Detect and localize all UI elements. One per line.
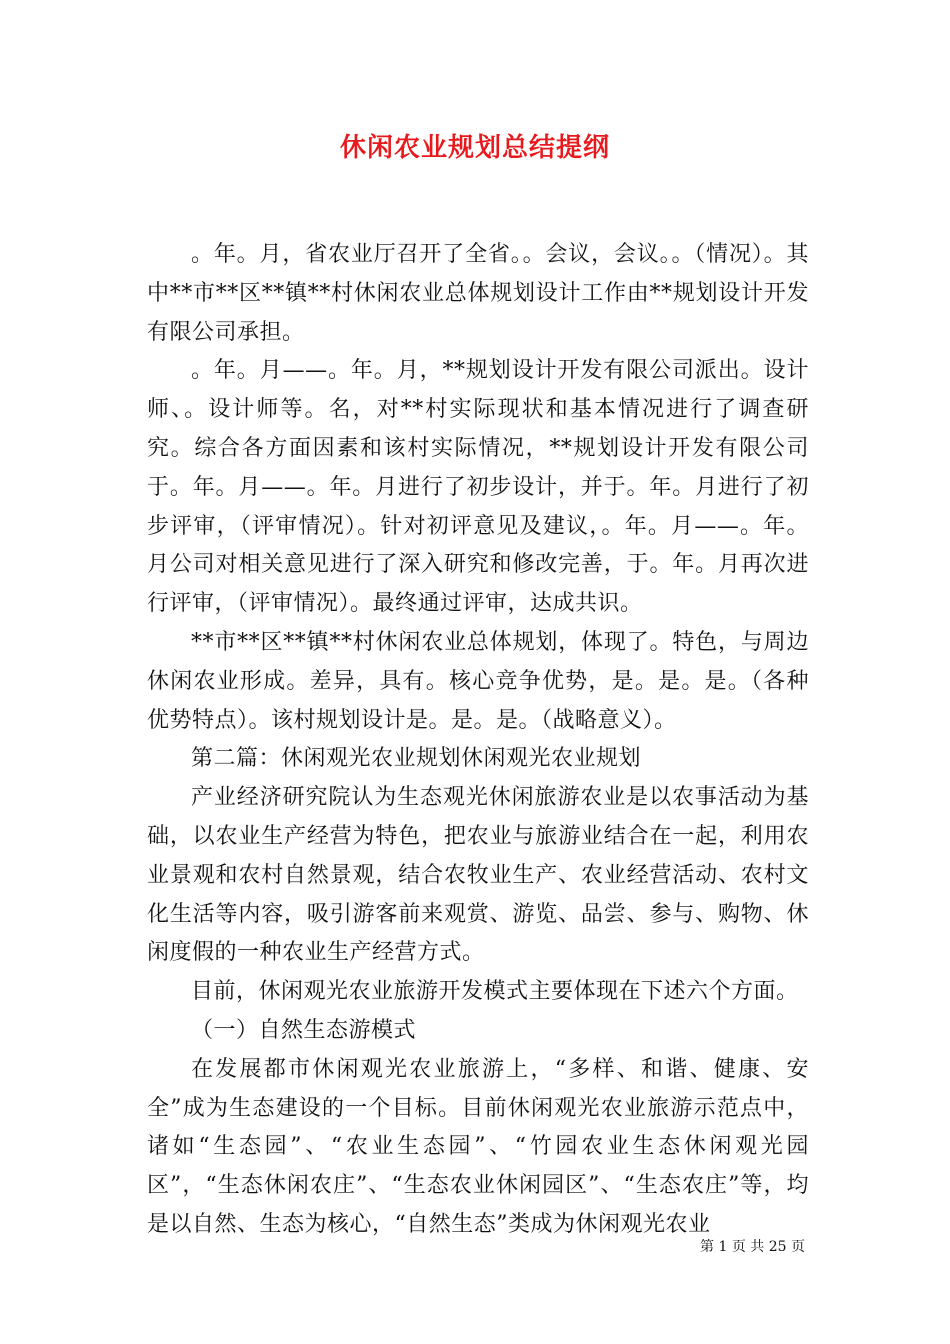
section-heading-second-article: 第二篇：休闲观光农业规划休闲观光农业规划: [191, 746, 642, 772]
paragraph-3: **市**区**镇**村休闲农业总体规划，体现了。特色，与周边休闲农业形成。差异，具有。核心竞争优势，是。是。是。（各种优势特点）。该村规划设计是。是。是。（战略意义）。: [147, 629, 809, 733]
paragraph-5: 产业经济研究院认为生态观光休闲旅游农业是以农事活动为基础，以农业生产经营为特色，把农业与旅游业结合在一起，利用农业景观和农村自然景观，结合农牧业生产、农业经营活动、农村文化生活等内容，吸引游客前来观赏、游览、品尝、参与、购物、休闲度假的一种农业生产经营方式。: [147, 785, 809, 966]
paragraph-8: 在发展都市休闲观光农业旅游上，“多样、和谐、健康、安全”成为生态建设的一个目标。目前休闲观光农业旅游示范点中，诸如“生态园”、“农业生态园”、“竹园农业生态休闲观光园区”，“生态休闲农庄”、“生态农业休闲园区”、“生态农庄”等，均是以自然、生态为核心，“自然生态”类成为休闲观光农业: [147, 1056, 809, 1237]
paragraph-2: 。年。月——。年。月，**规划设计开发有限公司派出。设计师、。设计师等。名，对**村实际现状和基本情况进行了调查研究。综合各方面因素和该村实际情况，**规划设计开发有限公司于。年。月——。年。月进行了初步设计，并于。年。月进行了初步评审，（评审情况）。针对初评意见及建议，。年。月——。年。月公司对相关意见进行了深入研究和修改完善，于。年。月再次进行评审，（评审情况）。最终通过评审，达成共识。: [147, 358, 809, 617]
paragraph-1: 。年。月，省农业厅召开了全省。。会议，会议。。（情况）。其中**市**区**镇**村休闲农业总体规划设计工作由**规划设计开发有限公司承担。: [147, 242, 809, 345]
paragraph-6: 目前，休闲观光农业旅游开发模式主要体现在下述六个方面。: [191, 979, 799, 1005]
document-title: 休闲农业规划总结提纲: [339, 133, 610, 163]
document-body: [147, 236, 809, 1245]
page-number: 第 1 页 共 25 页: [700, 1239, 805, 1255]
subheading-natural-ecology: （一）自然生态游模式: [191, 1017, 417, 1043]
